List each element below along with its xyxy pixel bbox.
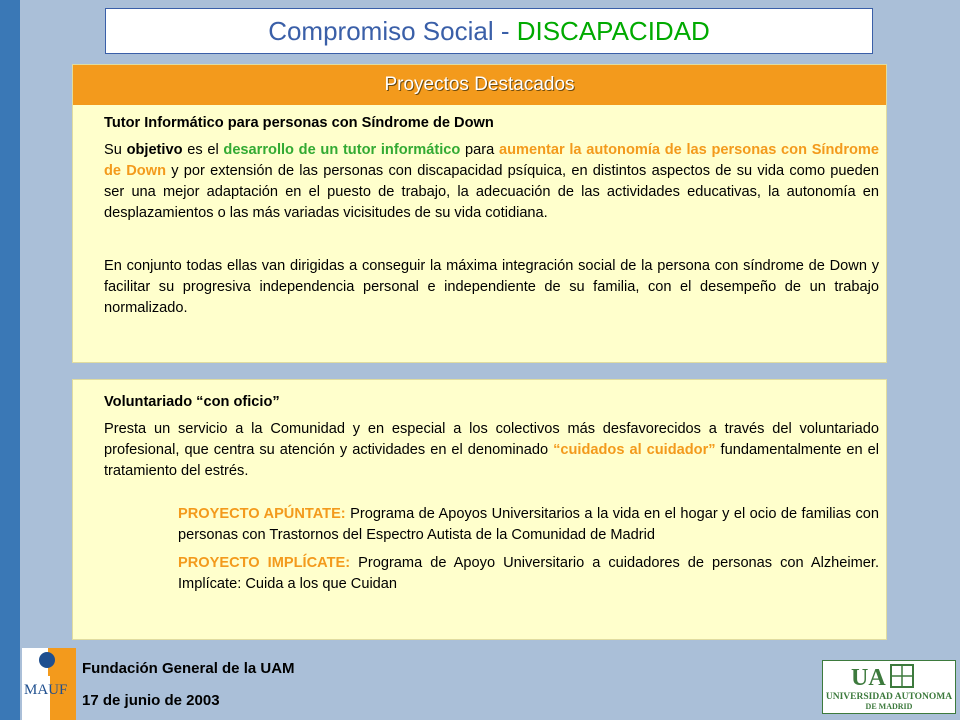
fundacion-logo bbox=[22, 648, 76, 720]
volunteering-heading: Voluntariado “con oficio” bbox=[104, 394, 280, 410]
volunteering-panel bbox=[72, 379, 887, 640]
text-bold: objetivo bbox=[126, 142, 183, 158]
uam-logo bbox=[822, 660, 956, 714]
title-main: Compromiso Social - bbox=[268, 15, 517, 46]
project-heading: Tutor Informático para personas con Síndrome de Down bbox=[104, 115, 494, 131]
text-orange: aumentar la autonomía de las personas con Síndrome de Down bbox=[104, 142, 880, 179]
uam-logo-letters: UA bbox=[851, 665, 886, 691]
panel1-content bbox=[73, 113, 886, 319]
text-span: para bbox=[460, 142, 499, 158]
fundacion-logo-text: MAUF bbox=[24, 682, 68, 698]
text-orange: “cuidados al cuidador” bbox=[553, 442, 716, 458]
uam-logo-line2: DE MADRID bbox=[865, 702, 913, 711]
uam-logo-line1: UNIVERSIDAD AUTONOMA bbox=[825, 692, 953, 702]
organization-name: Fundación General de la UAM bbox=[82, 660, 295, 677]
project-text: Programa de Apoyos Universitarios a la vida en el hogar y el ocio de familias con personas con Trastornos del Espectro Autista de la Comunidad de Madrid bbox=[178, 506, 879, 543]
project-label: PROYECTO IMPLÍCATE: bbox=[178, 555, 351, 571]
project-implicate bbox=[178, 553, 879, 595]
title-accent: DISCAPACIDAD bbox=[516, 15, 710, 46]
panel2-content bbox=[73, 380, 886, 595]
objective-paragraph bbox=[104, 140, 879, 224]
text-span: Presta un servicio a la Comunidad y en especial a los colectivos más desfavorecidos a través del voluntariado profesional, que centra su atención y actividades en el denominado bbox=[104, 421, 879, 458]
text-green: desarrollo de un tutor informático bbox=[223, 142, 461, 158]
project-apuntate bbox=[178, 504, 879, 546]
text-span: Su bbox=[104, 142, 127, 158]
presentation-date: 17 de junio de 2003 bbox=[82, 692, 220, 709]
volunteering-paragraph bbox=[104, 419, 879, 482]
panel-header: Proyectos Destacados bbox=[73, 65, 886, 105]
text-span: es el bbox=[182, 142, 224, 158]
text-span: fundamentalmente en el tratamiento del estrés. bbox=[104, 442, 879, 479]
slide-title bbox=[105, 8, 873, 54]
integration-paragraph: En conjunto todas ellas van dirigidas a conseguir la máxima integración social de la persona con síndrome de Down y facilitar su progresiva independencia personal e independiente de su familia, con el desempeño de un trabajo normalizado. bbox=[104, 258, 879, 316]
left-stripe bbox=[0, 0, 20, 720]
project-label: PROYECTO APÚNTATE: bbox=[178, 506, 346, 522]
text-span: y por extensión de las personas con discapacidad psíquica, en distintos aspectos de su vida como pueden ser una mejor adaptación en el puesto de trabajo, la adecuación de las actividades educativas, la autonomía en desplazamientos o las más variadas vicisitudes de su vida cotidiana. bbox=[104, 163, 879, 221]
project-text: Programa de Apoyo Universitario a cuidadores de personas con Alzheimer. Implícate: Cuida a los que Cuidan bbox=[178, 555, 879, 592]
featured-projects-panel bbox=[72, 64, 887, 363]
